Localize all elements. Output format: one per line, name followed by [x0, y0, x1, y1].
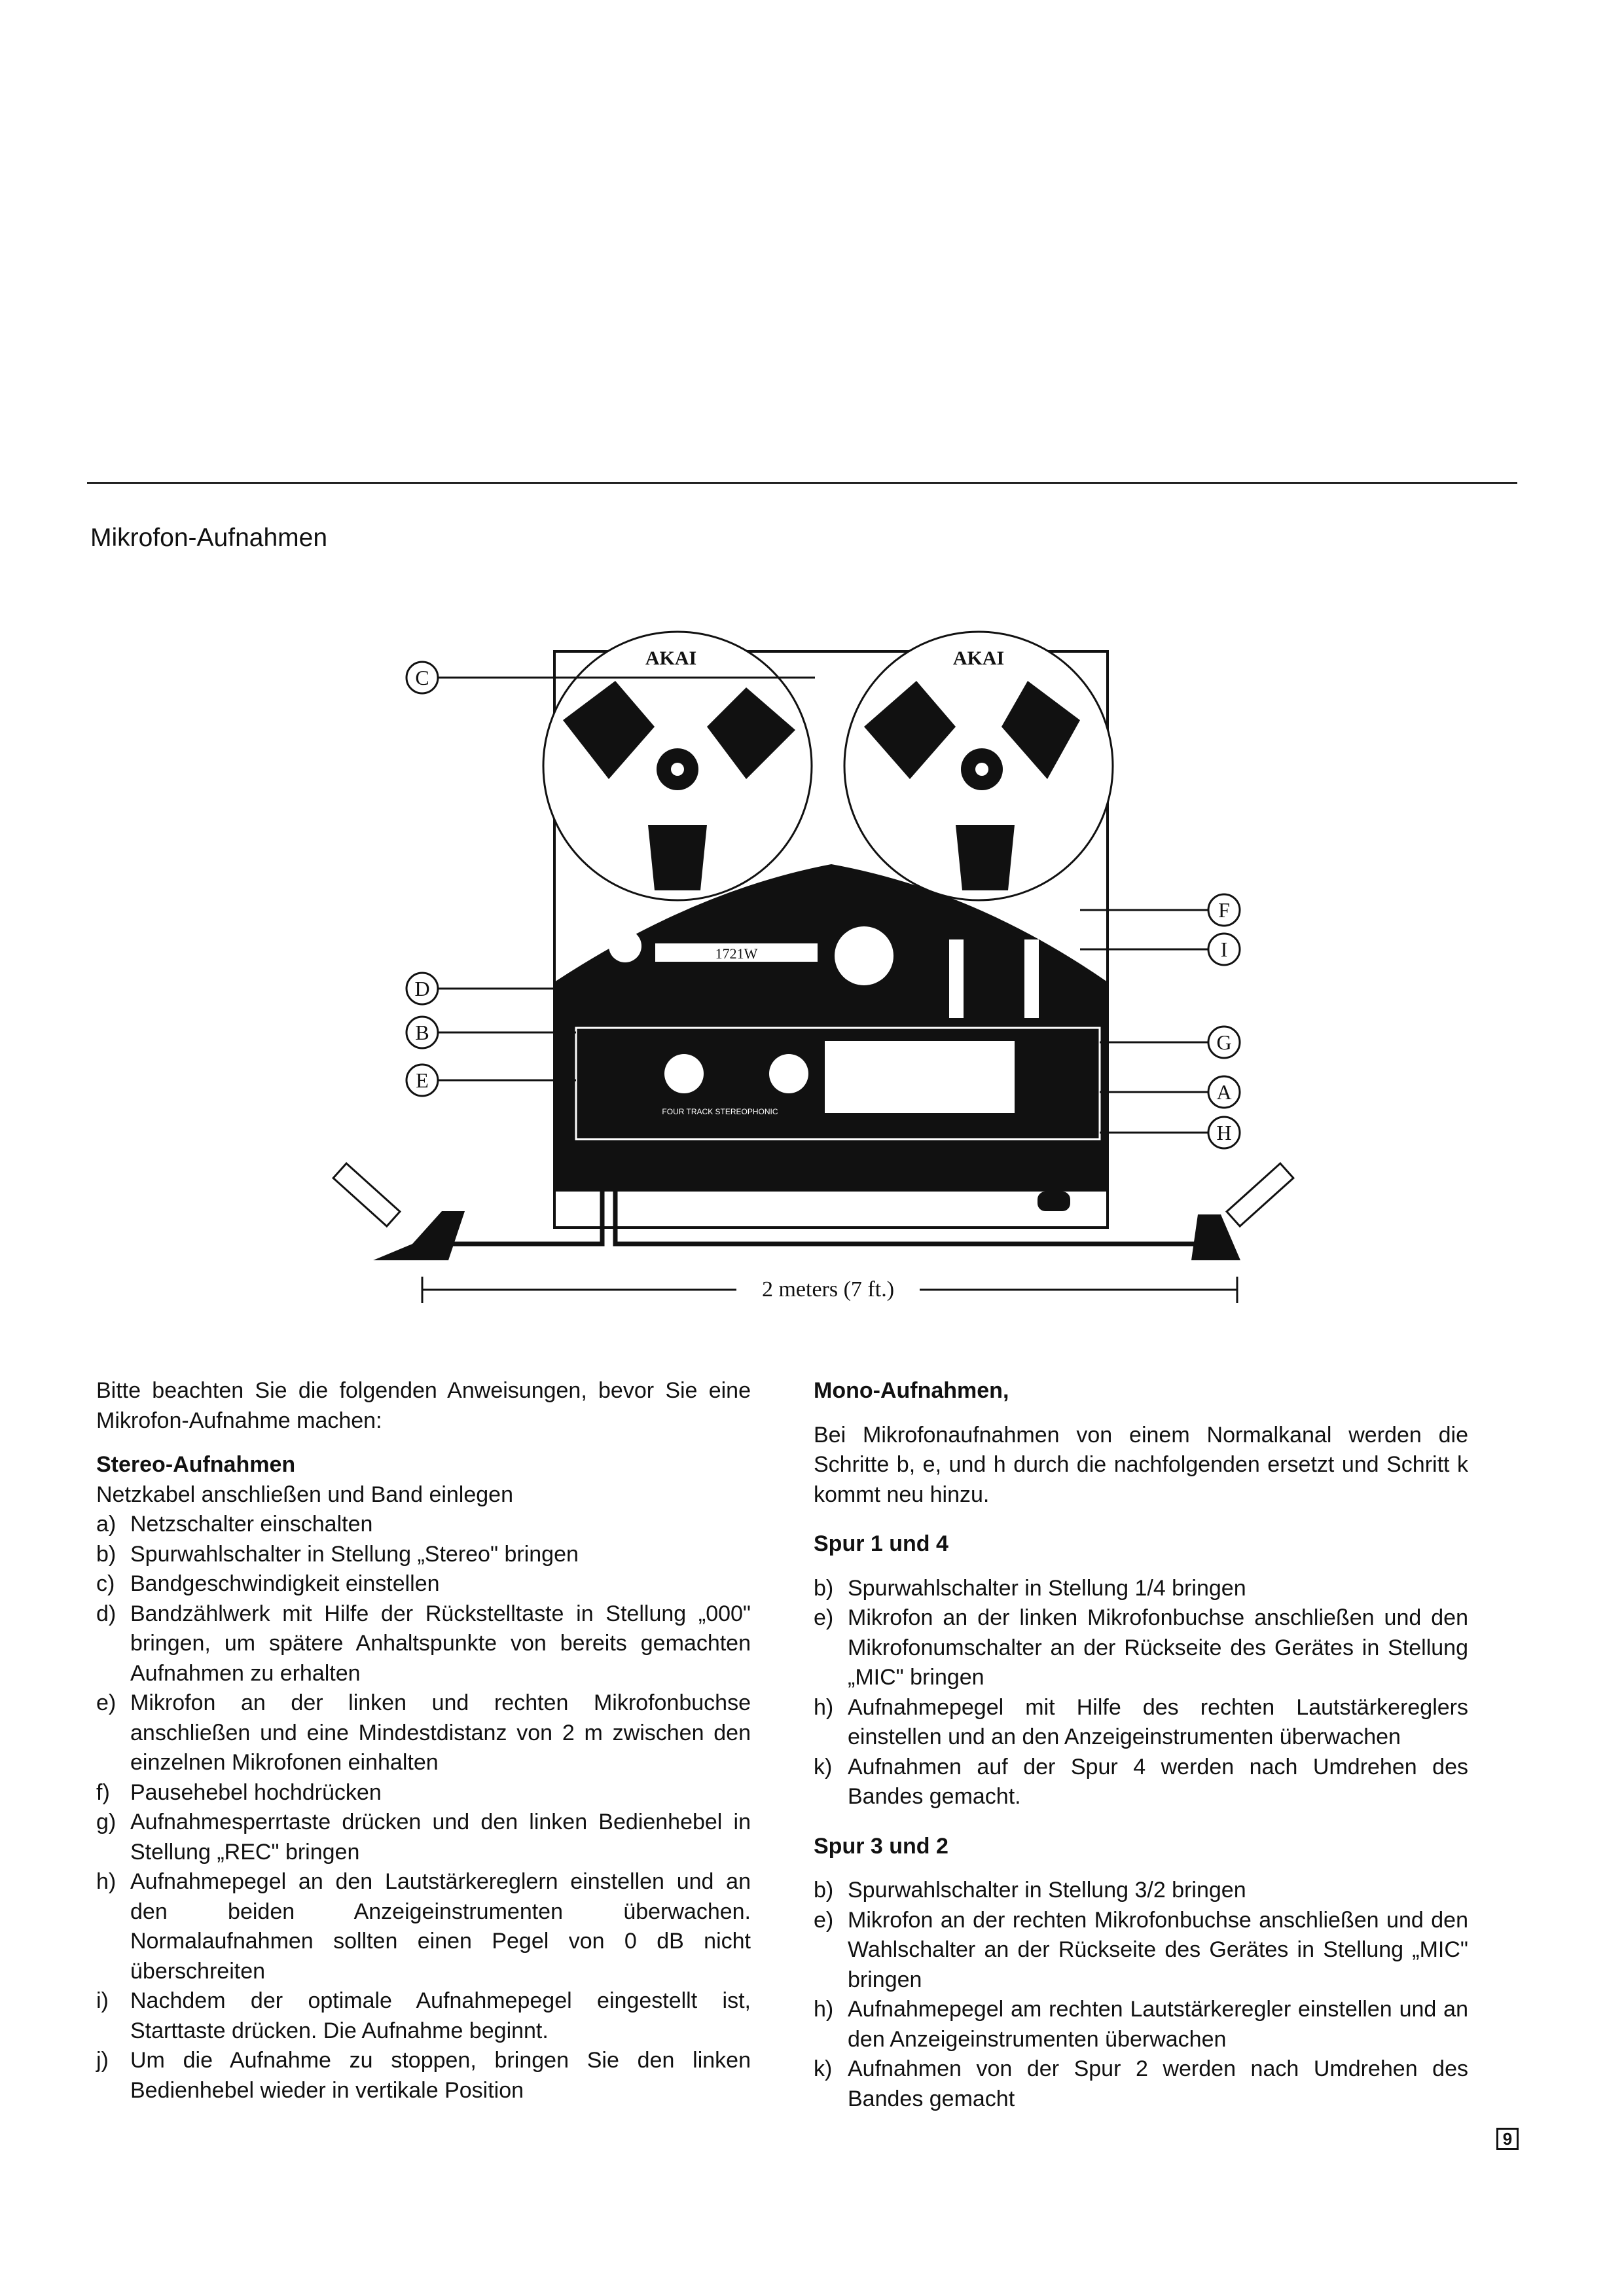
callout-b: B: [415, 1021, 429, 1044]
callout-f: F: [1218, 898, 1230, 922]
mono-heading: Mono-Aufnahmen,: [814, 1378, 1009, 1403]
left-reel: [543, 632, 812, 900]
callout-c: C: [415, 666, 429, 689]
callout-g: G: [1216, 1030, 1232, 1054]
list-item: e) Mikrofon an der linken und rechten Mikrofonbuchse anschließen und eine Mindestdistanz von 2 m zwischen den einzelnen Mikrofonen einhalten: [96, 1690, 751, 1775]
list-item: k) Aufnahmen von der Spur 2 werden nach Umdrehen des Bandes gemacht: [814, 2056, 1468, 2111]
right-reel: [844, 632, 1113, 900]
callout-h: H: [1216, 1121, 1232, 1144]
list-item: b) Spurwahlschalter in Stellung 1/4 bringen: [814, 1575, 1246, 1601]
track-3-2-steps: [814, 1876, 1468, 2114]
mono-intro: Bei Mikrofonaufnahmen von einem Normalkanal werden die Schritte b, e, und h durch die nachfolgenden ersetzt und Schritt k kommt neu hinzu.: [814, 1422, 1468, 1507]
right-microphone: [1191, 1163, 1293, 1260]
list-item: g) Aufnahmesperrtaste drücken und den linken Bedienhebel in Stellung „REC" bringen: [96, 1810, 751, 1865]
list-item: b) Spurwahlschalter in Stellung 3/2 bringen: [814, 1878, 1246, 1903]
list-item: j) Um die Aufnahme zu stoppen, bringen Sie den linken Bedienhebel wieder in vertikale Position: [96, 2048, 751, 2103]
stereo-steps: [96, 1510, 751, 2105]
brand-right: AKAI: [952, 647, 1005, 669]
panel-text: FOUR TRACK STEREOPHONIC: [662, 1107, 778, 1116]
list-item: e) Mikrofon an der rechten Mikrofonbuchse anschließen und den Wahlschalter an der Rückseite des Gerätes in Stellung „MIC" bringen: [814, 1907, 1468, 1992]
track-1-4-heading: Spur 1 und 4: [814, 1531, 948, 1556]
list-item: d) Bandzählwerk mit Hilfe der Rückstelltaste in Stellung „000" bringen, um spätere Anhaltspunkte von bereits gemachten Aufnahmen zu erhalten: [96, 1601, 751, 1686]
intro-text: Bitte beachten Sie die folgenden Anweisungen, bevor Sie eine Mikrofon-Aufnahme machen:: [96, 1378, 751, 1433]
callout-e: E: [416, 1068, 429, 1092]
left-microphone: [333, 1163, 465, 1260]
stereo-heading: Stereo-Aufnahmen: [96, 1452, 296, 1477]
brand-left: AKAI: [645, 647, 697, 669]
stereo-lead: Netzkabel anschließen und Band einlegen: [96, 1482, 514, 1507]
list-item: b) Spurwahlschalter in Stellung „Stereo" bringen: [96, 1541, 579, 1567]
list-item: c) Bandgeschwindigkeit einstellen: [96, 1571, 440, 1596]
list-item: h) Aufnahmepegel am rechten Lautstärkeregler einstellen und an den Anzeigeinstrumenten überwachen: [814, 1997, 1468, 2052]
distance-label: 2 meters (7 ft.): [761, 1277, 895, 1302]
track-3-2-heading: Spur 3 und 2: [814, 1833, 948, 1859]
list-item: k) Aufnahmen auf der Spur 4 werden nach Umdrehen des Bandes gemacht.: [814, 1754, 1468, 1809]
track-1-4-steps: [814, 1574, 1468, 1812]
model-label: 1721W: [715, 945, 758, 962]
page-number: 9: [1496, 2128, 1519, 2150]
tape-recorder-figure: [327, 615, 1309, 1309]
section-title: Mikrofon-Aufnahmen: [90, 524, 328, 552]
list-item: i) Nachdem der optimale Aufnahmepegel eingestellt ist, Starttaste drücken. Die Aufnahme beginnt.: [96, 1988, 751, 2043]
top-rule: [87, 482, 1517, 484]
left-column: [96, 1376, 751, 2105]
right-column: [814, 1376, 1468, 2114]
list-item: h) Aufnahmepegel an den Lautstärkereglern einstellen und an den beiden Anzeigeinstrumenten überwachen. Normalaufnahmen sollten einen Pegel von 0 dB nicht überschreiten: [96, 1869, 751, 1984]
list-item: e) Mikrofon an der linken Mikrofonbuchse anschließen und den Mikrofonumschalter an der Rückseite des Gerätes in Stellung „MIC" bringen: [814, 1605, 1468, 1690]
callout-d: D: [414, 977, 430, 1000]
callout-i: I: [1220, 938, 1228, 961]
list-item: h) Aufnahmepegel mit Hilfe des rechten Lautstärkereglers einstellen und an den Anzeigeinstrumenten überwachen: [814, 1694, 1468, 1749]
list-item: f) Pausehebel hochdrücken: [96, 1779, 382, 1805]
list-item: a) Netzschalter einschalten: [96, 1512, 373, 1537]
callout-a: A: [1216, 1080, 1232, 1104]
